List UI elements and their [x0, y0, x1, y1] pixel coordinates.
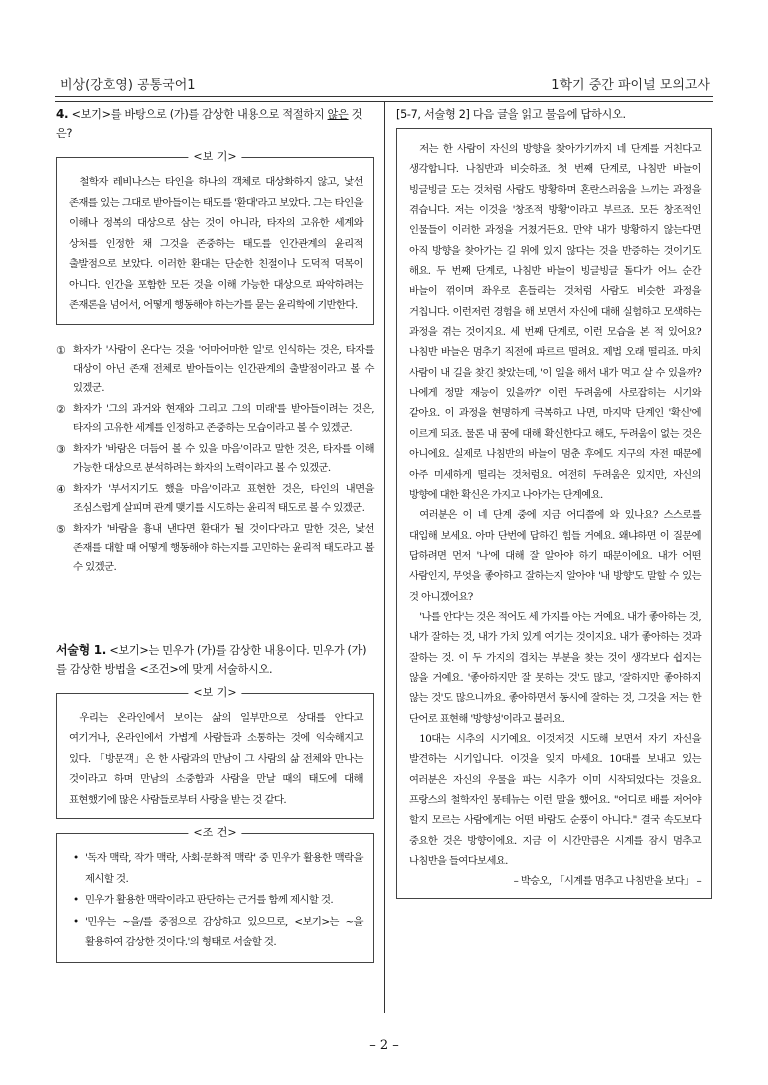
passage-paragraph: 10대는 시추의 시기예요. 이것저것 시도해 보면서 자기 자신을 발견하는 시기입니다. 이것을 잊지 마세요. 10대를 보내고 있는 여러분은 자신의 우물을 파는 시추가 이미 시작되었다는 것을요. 프랑스의 철학자인 몽테뉴는 이런 말을 했어요. "어디로 배를 저어야 할지 모르는 사람에게는 어떤 바람도 순풍이 아니다." 결국 속도보다 중요한 것은 방향이에요. 지금 이 시간만큼은 시계를 잠시 멈추고 나침반을 들여다보세요. [409, 732, 701, 868]
condition-item: • 민우가 활용한 맥락이라고 판단하는 근거를 함께 제시할 것. [71, 890, 363, 911]
condition-list [71, 848, 363, 953]
reading-passage-box [396, 128, 712, 899]
condition-item: • '민우는 ~을/를 중점으로 감상하고 있으므로, <보기>는 ~을 활용하여 감상한 것이다.'의 형태로 서술할 것. [71, 912, 363, 953]
option-1[interactable] [56, 341, 374, 398]
option-number: ① [56, 343, 66, 357]
right-column [396, 105, 712, 899]
bogi-text: 우리는 온라인에서 보이는 삶의 일부만으로 상대를 안다고 여기거나, 온라인에서 가볍게 사람들과 소통하는 것에 익숙해지고 있다. 「방문객」은 한 사람과의 만남이 그 사람의 삶 전체와 만나는 것이라고 하며 만남의 소중함과 사람을 만날 때의 태도에 대해 표현했기에 많은 사람들로부터 사랑을 받는 것 같다. [69, 711, 363, 806]
passage-paragraph: 저는 한 사람이 자신의 방향을 찾아가기까지 네 단계를 거친다고 생각합니다. 나침반과 비슷하죠. 첫 번째 단계로, 나침반 바늘이 빙글빙글 도는 것처럼 사람도 방황하며 혼란스러움을 느끼는 과정을 겪습니다. 저는 이것을 '창조적 방황'이라고 부르죠. 모든 창조적인 인물들이 이러한 과정을 거쳤거든요. 만약 내가 방황하지 않는다면 아직 방향을 찾아가는 길 위에 있지 않다는 것을 반증하는 것이기도 해요. 두 번째 단계로, 나침반 바늘이 빙글빙글 돌다가 어느 순간 바늘이 꺾이며 좌우로 흔들리는 것처럼 사람도 비슷한 과정을 거칩니다. 이런저런 경험을 해 보면서 자신에 대해 실험하고 모색하는 과정을 겪는 것이지요. 세 번째 단계로, 이런 모습을 본 적 있어요? 나침반 바늘은 멈추기 직전에 파르르 떨려요. 제법 오래 떨리죠. 마치 사람이 내 길을 찾긴 찾았는데, '이 일을 해서 내가 먹고 살 수 있을까? 나에게 정말 재능이 있을까?' 이런 두려움에 사로잡히는 시기와 같아요. 이 과정을 현명하게 극복하고 나면, 마지막 단계인 '확신'에 이르게 되죠. 물론 내 꿈에 대해 확신한다고 해도, 두려움이 없는 것은 아니에요. 실제로 나침반의 바늘이 멈춘 후에도 지구의 자전 때문에 아주 미세하게 떨리는 것처럼요. 여전히 두려움은 있지만, 자신의 방향에 대한 확신은 가지고 나아가는 단계예요. [409, 143, 701, 501]
option-4[interactable] [56, 480, 374, 518]
option-number: ④ [56, 482, 66, 496]
essay-question-1-stem [56, 641, 374, 679]
option-2[interactable] [56, 400, 374, 438]
question-4-stem-post: 것은? [56, 108, 363, 140]
option-text: 화자가 '바람은 더듬어 볼 수 있을 마음'이라고 말한 것은, 타자를 이해 가능한 대상으로 분석하려는 화자의 노력이라고 볼 수 있겠군. [73, 442, 374, 474]
question-4-options [56, 341, 374, 577]
essay-1-bogi-box [56, 685, 374, 820]
question-4-stem-pre: <보기>를 바탕으로 (가)를 감상한 내용으로 적절하지 [68, 108, 328, 121]
header-exam-title: 1학기 중간 파이널 모의고사 [551, 78, 710, 93]
essay-1-condition-box [56, 826, 374, 963]
option-text: 화자가 '바람을 흉내 낸다면 환대가 될 것이다'라고 말한 것은, 낯선 존재를 대할 때 어떻게 행동해야 하는지를 고민하는 윤리적 태도라고 볼 수 있겠군. [73, 522, 374, 573]
option-5[interactable] [56, 520, 374, 577]
essay-question-1-number: 서술형 1. [56, 642, 107, 657]
header-subject: 비상(강호영) 공통국어1 [60, 78, 196, 93]
bogi-text: 철학자 레비나스는 타인을 하나의 객체로 대상화하지 않고, 낯선 존재를 있는 그대로 받아들이는 태도를 '환대'라고 보았다. 그는 타인을 이해나 정복의 대상으로 삼는 것이 아니라, 타자의 고유한 세계와 상처를 인정한 채 그것을 존중하는 태도를 인간관계의 윤리적 출발점으로 보았다. 이러한 환대는 단순한 친절이나 도덕적 덕목이 아니다. 인간을 포함한 모든 것을 이해 가능한 대상으로 파악하려는 존재론을 넘어서, 어떻게 행동해야 하는가를 묻는 윤리학에 기반한다. [69, 176, 363, 311]
question-4-number: 4. [56, 107, 69, 121]
passage-source: – 박승오, 「시계를 멈추고 나침반을 보다」 – [513, 875, 701, 888]
question-4-stem [56, 105, 374, 143]
option-text: 화자가 '그의 과거와 현재와 그리고 그의 미래'를 받아들이려는 것은, 타자의 고유한 세계를 인정하고 존중하는 모습이라고 볼 수 있겠군. [73, 402, 374, 434]
bogi-label: <보 기> [188, 685, 241, 701]
passage-instruction: [5-7, 서술형 2] 다음 글을 읽고 물음에 답하시오. [396, 108, 626, 121]
question-4-stem-underline: 않은 [327, 108, 349, 121]
condition-label: <조 건> [188, 825, 241, 841]
left-column [56, 105, 374, 963]
option-text: 화자가 '사람이 온다'는 것을 '어마어마한 일'로 인식하는 것은, 타자를 대상이 아닌 존재 전체로 받아들이는 인간관계의 출발점이라고 볼 수 있겠군. [73, 343, 374, 394]
option-text: 화자가 '부서지기도 했을 마음'이라고 표현한 것은, 타인의 내면을 조심스럽게 살피며 관계 맺기를 시도하는 윤리적 태도로 볼 수 있겠군. [73, 482, 374, 514]
option-3[interactable] [56, 440, 374, 478]
option-number: ⑤ [56, 522, 66, 536]
bogi-label: <보 기> [188, 149, 241, 165]
column-divider [384, 101, 385, 1013]
essay-question-1-text: <보기>는 민우가 (가)를 감상한 내용이다. 민우가 (가)를 감상한 방법을 <조건>에 맞게 서술하시오. [56, 643, 367, 676]
question-4-bogi-box [56, 150, 374, 325]
page-number: – 2 – [369, 1038, 399, 1053]
option-number: ② [56, 402, 66, 416]
option-number: ③ [56, 442, 66, 456]
passage-paragraph: 여러분은 이 네 단계 중에 지금 어디쯤에 와 있나요? 스스로를 대입해 보세요. 아마 단번에 답하긴 힘들 거예요. 왜냐하면 이 질문에 답하려면 먼저 '나'에 대해 잘 알아야 하기 때문이에요. 내가 어떤 사람인지, 무엇을 좋아하고 잘하는지 알아야 '내 방향'도 말할 수 있는 것 아니겠어요? [409, 509, 701, 603]
condition-item: • '독자 맥락, 작가 맥락, 사회·문화적 맥락' 중 민우가 활용한 맥락을 제시할 것. [71, 848, 363, 889]
passage-paragraph: '나를 안다'는 것은 적어도 세 가지를 아는 거예요. 내가 좋아하는 것, 내가 잘하는 것, 내가 가치 있게 여기는 것이지요. 내가 좋아하는 것과 잘하는 것. 이 두 가지의 겹치는 부분을 찾는 것이 생각보다 쉽지는 않을 거예요. '좋아하지만 잘 못하는 것'도 많고, '잘하지만 좋아하지 않는 것'도 많으니까요. 좋아하면서 동시에 잘하는 것, 그것을 저는 한 단어로 표현해 '방향성'이라고 불러요. [409, 610, 701, 725]
